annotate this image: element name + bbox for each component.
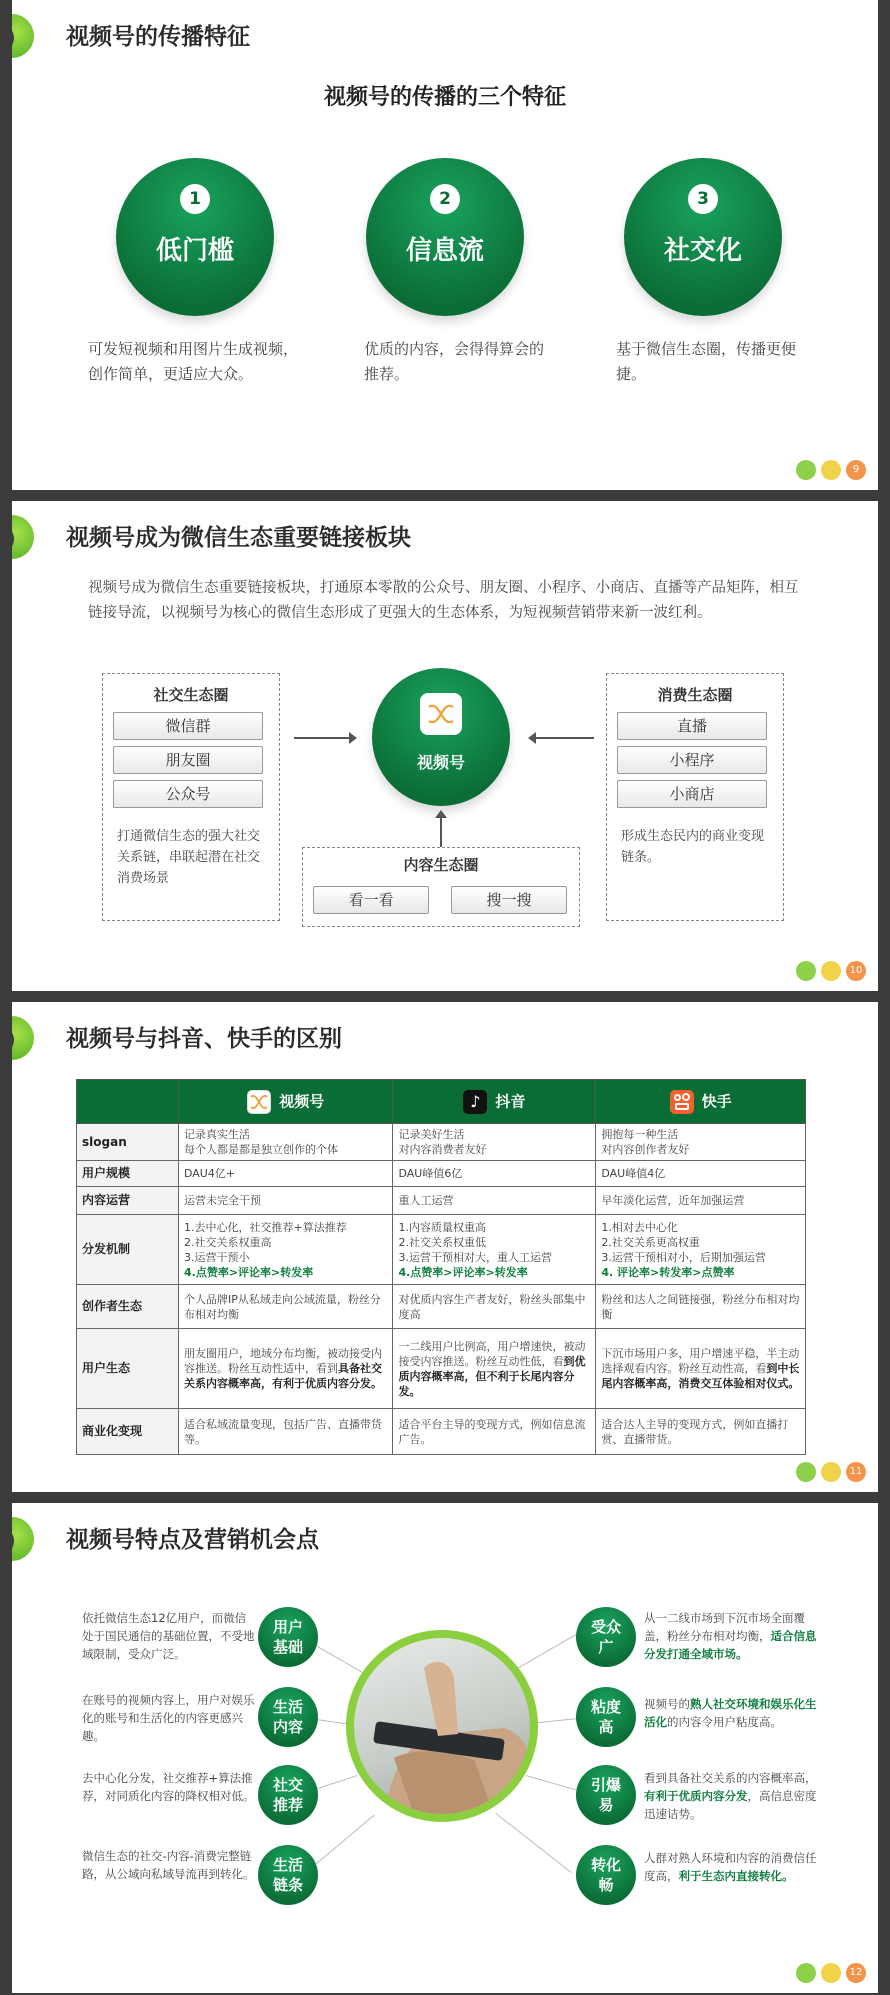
table-cell: 适合私域流量变现，包括广告、直播带货等。 [179, 1409, 393, 1455]
feature-label: 社交化 [663, 236, 742, 266]
table-cell: 记录真实生活 每个人都是都是独立创作的个体 [179, 1124, 393, 1161]
cell-text: 1.相对去中心化 2.社交关系更高权重 3.运营干预相对小，后期加强运营 [601, 1220, 766, 1264]
consume-ecosystem-box [606, 673, 784, 921]
page-indicator [796, 1462, 866, 1482]
header-circle-icon [12, 1016, 34, 1060]
point-circle-life-chain [258, 1845, 318, 1905]
cell-text: 下沉市场用户多，用户增速平稳，半主动选择观看内容。粉丝互动性高，看 [601, 1347, 800, 1375]
feature-label: 信息流 [405, 236, 484, 266]
table-cell [596, 1215, 806, 1285]
row-header: 商业化变现 [77, 1409, 179, 1455]
pager-green-dot [796, 460, 816, 480]
page-indicator [796, 460, 866, 480]
pager-yellow-dot [821, 1462, 841, 1482]
social-ecosystem-box [102, 673, 280, 921]
desc-highlight: 熟人社交环境和娱乐化生活化 [644, 1697, 817, 1729]
consume-box-desc: 形成生态民内的商业变现链条。 [621, 829, 765, 865]
table-cell: 适合平台主导的变现方式，例如信息流广告。 [393, 1409, 596, 1455]
comparison-table [76, 1079, 806, 1455]
point-circle-viral [576, 1765, 636, 1825]
consume-box-title: 消费生态圈 [657, 686, 733, 704]
header-circle-icon [12, 14, 34, 58]
point-circle-social-rec [258, 1765, 318, 1825]
desc-text: 看到具备社交关系的内容概率高， [644, 1771, 817, 1785]
intro-paragraph: 视频号成为微信生态重要链接板块，打通原本零散的公众号、朋友圈、小程序、小商店、直播等产品矩阵，相互链接导流，以视频号为核心的微信生态形成了更强大的生态体系，为短视频营销带来新一波红利。 [88, 580, 799, 621]
desc-highlight: 适合信息分发打通全域市场。 [644, 1629, 817, 1661]
table-row [77, 1329, 806, 1409]
social-box-title: 社交生态圈 [153, 686, 229, 704]
feature-circle-2 [366, 158, 524, 316]
row-header: slogan [77, 1124, 179, 1161]
table-row [77, 1215, 806, 1285]
header-circle-icon [12, 515, 34, 559]
pager-yellow-dot [821, 1963, 841, 1983]
table-cell: DAU峰值6亿 [393, 1161, 596, 1187]
page-number: 12 [846, 1963, 866, 1983]
arrowhead-icon [435, 810, 447, 818]
page-indicator [796, 1963, 866, 1983]
pill-live: 直播 [617, 712, 767, 740]
pager-green-dot [796, 1963, 816, 1983]
desc-text: 人群对熟人环境和内容的消费信任度高， [644, 1851, 817, 1883]
table-cell: 重人工运营 [393, 1187, 596, 1215]
table-header-row [77, 1080, 806, 1124]
feature-number: 3 [688, 184, 718, 214]
row-header: 用户生态 [77, 1329, 179, 1409]
desc-text: 视频号的 [644, 1697, 690, 1711]
point-desc-user-base: 依托微信生态12亿用户，而微信处于国民通信的基础位置，不受地域限制，受众广泛。 [82, 1611, 255, 1661]
slide-header [12, 511, 612, 563]
table-row [77, 1124, 806, 1161]
channels-logo-icon [420, 693, 462, 735]
table-cell [179, 1215, 393, 1285]
feature-circle-3 [624, 158, 782, 316]
table-cell [596, 1329, 806, 1409]
feature-number: 2 [430, 184, 460, 214]
table-cell: 记录美好生活 对内容消费者友好 [393, 1124, 596, 1161]
pager-green-dot [796, 1462, 816, 1482]
feature-desc-1: 可发短视频和用图片生成视频，创作简单，更适应大众。 [88, 340, 299, 383]
pill-search: 搜一搜 [451, 886, 567, 914]
point-desc-stickiness [644, 1695, 819, 1731]
table-row [77, 1161, 806, 1187]
point-circle-user-base [258, 1607, 318, 1667]
header-label: 抖音 [495, 1092, 526, 1110]
cell-bold: 到中长尾内容概率高，消费交互体验相对仪式。 [601, 1362, 800, 1390]
row-header: 内容运营 [77, 1187, 179, 1215]
header-label: 视频号 [279, 1092, 325, 1110]
pager-yellow-dot [821, 460, 841, 480]
arrow-content-to-hub [440, 817, 442, 847]
slide-subtitle: 视频号的传播的三个特征 [323, 85, 566, 110]
slide-10 [12, 501, 878, 991]
table-cell: 运营未完全干预 [179, 1187, 393, 1215]
header-douyin [393, 1080, 596, 1124]
desc-highlight: 有利于优质内容分发 [644, 1789, 748, 1803]
desc-highlight: 利于生态内直接转化。 [678, 1869, 794, 1883]
point-desc-life-content: 在账号的视频内容上，用户对娱乐化的账号和生活化的内容更感兴趣。 [82, 1693, 255, 1743]
point-label: 生活 内容 [272, 1698, 303, 1736]
point-desc-social-rec: 去中心化分发，社交推荐+算法推荐，对同质化内容的降权相对低。 [82, 1771, 255, 1803]
feature-desc-2: 优质的内容，会得得算会的推荐。 [364, 340, 545, 383]
table-cell: 对优质内容生产者友好，粉丝头部集中度高 [393, 1285, 596, 1329]
slide-11 [12, 1002, 878, 1492]
table-cell: 粉丝和达人之间链接强，粉丝分布相对均衡 [596, 1285, 806, 1329]
table-cell: 个人品牌IP从私域走向公域流量，粉丝分布相对均衡 [179, 1285, 393, 1329]
feature-desc-3: 基于微信生态圈，传播更便捷。 [616, 340, 797, 383]
table-cell: DAU4亿+ [179, 1161, 393, 1187]
table-cell [393, 1215, 596, 1285]
channels-hub-circle [372, 668, 510, 806]
kuaishou-logo-icon [670, 1090, 694, 1114]
social-box-desc: 打通微信生态的强大社交关系链，串联起潜在社交消费场景 [117, 829, 261, 886]
point-label: 受众 广 [590, 1618, 621, 1656]
slide-title: 视频号与抖音、快手的区别 [66, 1026, 342, 1052]
point-label: 粘度 高 [590, 1698, 621, 1736]
header-channels [179, 1080, 393, 1124]
pill-moments: 朋友圈 [113, 746, 263, 774]
page-number: 10 [846, 961, 866, 981]
cell-bold: 到优质内容概率高，但不利于长尾内容分发。 [398, 1354, 586, 1398]
feature-label: 低门槛 [155, 236, 234, 266]
content-box-title: 内容生态圈 [403, 856, 479, 874]
feature-number: 1 [180, 184, 210, 214]
slide-title: 视频号成为微信生态重要链接板块 [66, 525, 411, 551]
pill-mini-shop: 小商店 [617, 780, 767, 808]
page-indicator [796, 961, 866, 981]
row-header: 用户规模 [77, 1161, 179, 1187]
slide-header [12, 1012, 612, 1064]
hub-label: 视频号 [416, 753, 465, 772]
header-empty [77, 1080, 179, 1124]
pill-wechat-group: 微信群 [113, 712, 263, 740]
table-row [77, 1285, 806, 1329]
table-cell: 拥抱每一种生活 对内容创作者友好 [596, 1124, 806, 1161]
table-row [77, 1409, 806, 1455]
point-circle-wide-audience [576, 1607, 636, 1667]
point-label: 用户 基础 [272, 1618, 303, 1656]
header-circle-icon [12, 1517, 34, 1561]
slide-title: 视频号特点及营销机会点 [66, 1527, 319, 1553]
cell-highlight: 4.点赞率>评论率>转发率 [398, 1265, 528, 1279]
connector-line [495, 1813, 571, 1873]
cell-bold: 具备社交关系内容概率高，有利于优质内容分发。 [184, 1362, 382, 1390]
point-label: 转化 畅 [590, 1856, 621, 1894]
point-desc-life-chain: 微信生态的社交-内容-消费完整链路，从公域向私域导流再到转化。 [82, 1849, 255, 1881]
table-row [77, 1187, 806, 1215]
desc-tail: ，高信息密度迅速诘势。 [644, 1789, 817, 1821]
table-cell [179, 1329, 393, 1409]
cell-text: 1.去中心化，社交推荐+算法推荐 2.社交关系权重高 3.运营干预小 [184, 1220, 347, 1264]
point-label: 引爆 易 [590, 1776, 621, 1814]
table-cell: 适合达人主导的变现方式，例如直播打赏、直播带货。 [596, 1409, 806, 1455]
pill-official-account: 公众号 [113, 780, 263, 808]
desc-text: 从一二线市场到下沉市场全面覆盖，粉丝分布相对均衡， [644, 1611, 805, 1643]
table-cell: DAU峰值4亿 [596, 1161, 806, 1187]
point-desc-viral [644, 1769, 819, 1823]
phone-hand-image [354, 1638, 530, 1814]
page-number: 9 [846, 460, 866, 480]
header-kuaishou [596, 1080, 806, 1124]
page-number: 11 [846, 1462, 866, 1482]
table-cell: 早年淡化运营，近年加强运营 [596, 1187, 806, 1215]
douyin-logo-icon: ♪ [463, 1090, 487, 1114]
pager-yellow-dot [821, 961, 841, 981]
arrow-social-to-hub [294, 737, 354, 739]
channels-logo-icon [247, 1090, 271, 1114]
desc-tail: 的内容令用户粘度高。 [667, 1715, 782, 1729]
slide-header [12, 1513, 612, 1565]
point-circle-life-content [258, 1687, 318, 1747]
table-cell [393, 1329, 596, 1409]
arrowhead-icon [528, 732, 536, 744]
point-desc-wide-audience [644, 1609, 819, 1663]
cell-highlight: 4.点赞率>评论率>转发率 [184, 1265, 314, 1279]
arrow-consume-to-hub [534, 737, 594, 739]
pill-look: 看一看 [313, 886, 429, 914]
point-circle-conversion [576, 1845, 636, 1905]
row-header: 创作者生态 [77, 1285, 179, 1329]
slide-9 [12, 0, 878, 490]
header-label: 快手 [701, 1092, 732, 1110]
pill-mini-program: 小程序 [617, 746, 767, 774]
feature-circle-1 [116, 158, 274, 316]
pager-green-dot [796, 961, 816, 981]
point-circle-stickiness [576, 1687, 636, 1747]
content-ecosystem-box [302, 847, 580, 927]
cell-text: 朋友圈用户，地域分布均衡，被动接受内容推送。粉丝互动性适中，看到 [184, 1347, 382, 1375]
cell-highlight: 4. 评论率>转发率>点赞率 [601, 1265, 735, 1279]
point-desc-conversion [644, 1849, 819, 1885]
slide-12 [12, 1503, 878, 1993]
row-header: 分发机制 [77, 1215, 179, 1285]
cell-text: 1.内容质量权重高 2.社交关系权重低 3.运营干预相对大，重人工运营 [398, 1220, 552, 1264]
point-label: 生活 链条 [272, 1856, 303, 1894]
point-label: 社交 推荐 [272, 1776, 303, 1814]
arrowhead-icon [349, 732, 357, 744]
cell-text: 一二线用户比例高，用户增速快，被动接受内容推送。粉丝互动性低，看 [398, 1339, 586, 1368]
slide-title: 视频号的传播特征 [66, 24, 250, 50]
slide-header [12, 10, 612, 62]
